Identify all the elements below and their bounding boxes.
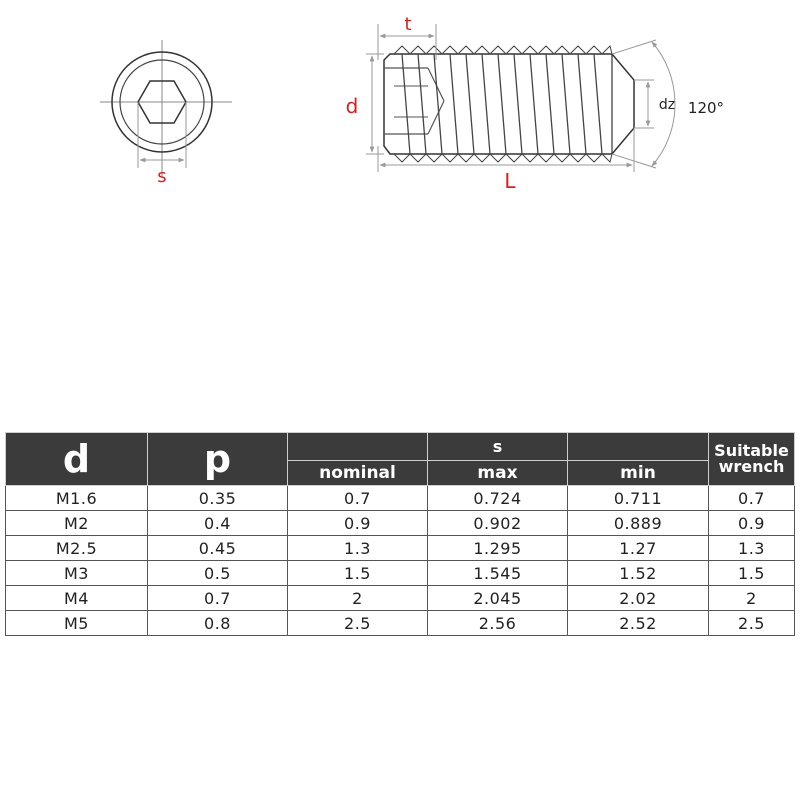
cell-wrench: 0.7	[709, 486, 795, 511]
cell-d: M1.6	[6, 486, 148, 511]
cell-d: M2.5	[6, 536, 148, 561]
angle-label: 120°	[687, 99, 725, 117]
cell-s-max: 2.045	[428, 586, 568, 611]
spec-table	[5, 432, 795, 636]
header-suitable-wrench: Suitable wrench	[709, 433, 795, 486]
set-screw-drawing	[0, 0, 800, 200]
cell-s-max: 0.902	[428, 511, 568, 536]
cell-s-nominal: 2	[288, 586, 428, 611]
cell-s-max: 1.545	[428, 561, 568, 586]
d-label: d	[345, 94, 359, 118]
header-nominal: nominal	[288, 461, 428, 486]
cell-wrench: 1.3	[709, 536, 795, 561]
cell-d: M2	[6, 511, 148, 536]
L-label: L	[504, 169, 516, 193]
cell-s-min: 2.02	[568, 586, 709, 611]
cell-p: 0.8	[148, 611, 288, 636]
thread-crests-top	[394, 46, 612, 54]
cell-s-nominal: 2.5	[288, 611, 428, 636]
cell-d: M5	[6, 611, 148, 636]
header-min: min	[568, 461, 709, 486]
cell-p: 0.35	[148, 486, 288, 511]
header-max: max	[428, 461, 568, 486]
cell-p: 0.5	[148, 561, 288, 586]
thread-lines	[402, 54, 602, 154]
cell-wrench: 1.5	[709, 561, 795, 586]
cell-wrench: 2.5	[709, 611, 795, 636]
t-label: t	[404, 14, 412, 35]
cell-d: M4	[6, 586, 148, 611]
cell-s-max: 1.295	[428, 536, 568, 561]
table-row	[6, 536, 795, 561]
cell-s-max: 2.56	[428, 611, 568, 636]
side-view	[346, 14, 724, 193]
s-label: s	[157, 166, 167, 187]
cell-p: 0.4	[148, 511, 288, 536]
dz-label: dz	[658, 97, 676, 113]
cell-s-min: 0.889	[568, 511, 709, 536]
cell-wrench: 0.9	[709, 511, 795, 536]
cell-wrench: 2	[709, 586, 795, 611]
cell-s-nominal: 0.9	[288, 511, 428, 536]
cell-s-min: 2.52	[568, 611, 709, 636]
header-s: s	[428, 433, 568, 461]
table-row	[6, 511, 795, 536]
cell-s-min: 0.711	[568, 486, 709, 511]
header-blank-right	[568, 433, 709, 461]
cell-s-max: 0.724	[428, 486, 568, 511]
cell-s-min: 1.52	[568, 561, 709, 586]
table-row	[6, 586, 795, 611]
table-row	[6, 561, 795, 586]
header-d: d	[6, 433, 148, 486]
table-row	[6, 611, 795, 636]
cell-s-min: 1.27	[568, 536, 709, 561]
cell-p: 0.7	[148, 586, 288, 611]
table-row	[6, 486, 795, 511]
cell-s-nominal: 1.3	[288, 536, 428, 561]
end-view	[100, 40, 232, 187]
cell-d: M3	[6, 561, 148, 586]
header-blank-left	[288, 433, 428, 461]
cell-s-nominal: 0.7	[288, 486, 428, 511]
thread-crests-bottom	[394, 154, 612, 162]
cell-p: 0.45	[148, 536, 288, 561]
header-p: p	[148, 433, 288, 486]
cell-s-nominal: 1.5	[288, 561, 428, 586]
